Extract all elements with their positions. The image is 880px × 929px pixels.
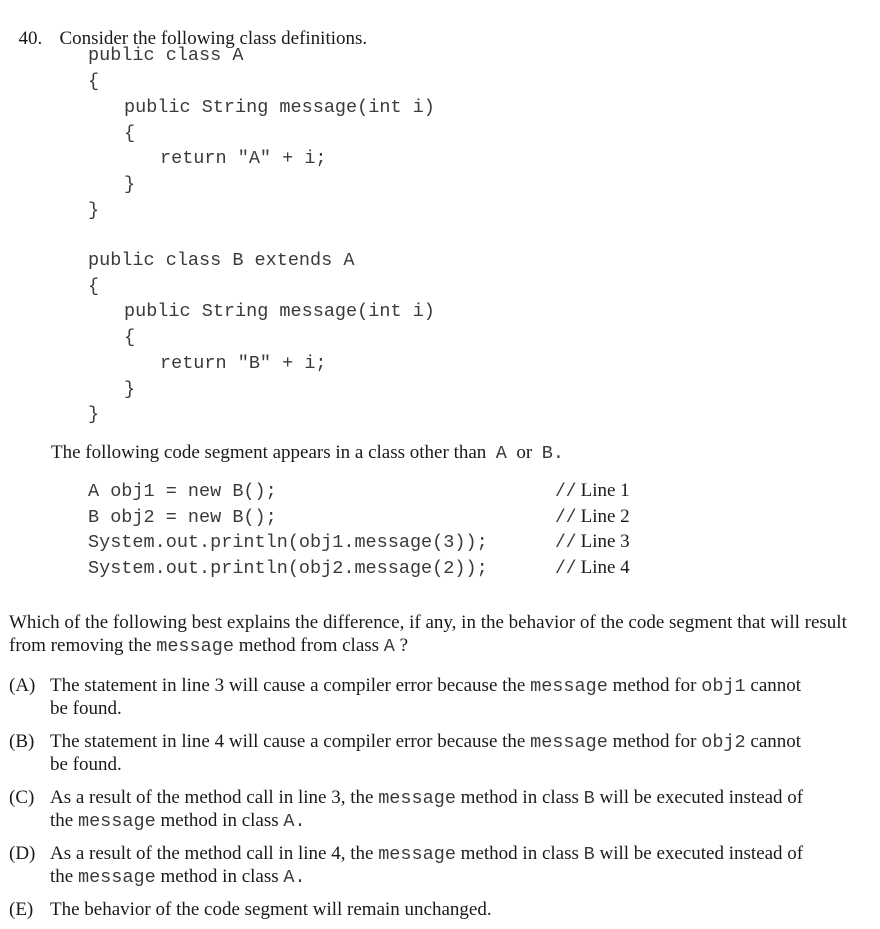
stem-text: from removing the xyxy=(9,635,152,656)
choice-text: The behavior of the code segment will remain unchanged. xyxy=(50,899,492,920)
class-name-b: B. xyxy=(541,443,564,464)
code-line: } xyxy=(88,404,100,425)
choice-text: The statement in line 4 will cause a compiler error because the message method for obj2 cannot be found. xyxy=(50,731,802,775)
code-line: { xyxy=(88,71,100,92)
code-line: } xyxy=(124,174,136,195)
question-prompt: Consider the following class definitions. xyxy=(59,28,368,49)
choice-text: The statement in line 3 will cause a compiler error because the message method for obj1 cannot be found. xyxy=(50,675,802,719)
choice-letter: (E) xyxy=(9,899,34,920)
comment-slashes: // xyxy=(555,559,577,579)
code-line: return "A" + i; xyxy=(160,148,327,169)
line-comment xyxy=(555,506,630,528)
choice-letter: (A) xyxy=(9,675,36,696)
question-stem xyxy=(9,611,869,658)
segment-code-line: B obj2 = new B(); xyxy=(88,507,277,528)
line-comment xyxy=(555,480,630,502)
question-number: 40. xyxy=(18,28,43,49)
choice-c[interactable] xyxy=(9,787,869,833)
choice-letter: (D) xyxy=(9,843,36,864)
segment-code-line: System.out.println(obj2.message(2)); xyxy=(88,558,488,579)
segment-code-line: System.out.println(obj1.message(3)); xyxy=(88,532,488,553)
segment-intro xyxy=(51,442,564,464)
code-line: public String message(int i) xyxy=(124,301,435,322)
choice-letter: (C) xyxy=(9,787,35,808)
comment-slashes: // xyxy=(555,482,577,502)
comment-text: Line 3 xyxy=(580,531,630,552)
question-header xyxy=(9,6,367,50)
line-comment xyxy=(555,531,630,553)
code-line: } xyxy=(88,200,100,221)
choice-text: As a result of the method call in line 4, the message method in class B will be executed instead of the message method in class A. xyxy=(50,843,804,888)
code-line: { xyxy=(124,123,136,144)
code-line: public class A xyxy=(88,45,244,66)
stem-text: method from class xyxy=(238,635,380,656)
segment-code-line: A obj1 = new B(); xyxy=(88,481,277,502)
code-line: public String message(int i) xyxy=(124,97,435,118)
stem-text: ? xyxy=(399,635,409,656)
comment-slashes: // xyxy=(555,508,577,528)
code-line: } xyxy=(124,379,136,400)
code-line: return "B" + i; xyxy=(160,353,327,374)
choice-d[interactable] xyxy=(9,843,869,889)
choice-letter: (B) xyxy=(9,731,35,752)
code-line: { xyxy=(88,276,100,297)
comment-slashes: // xyxy=(555,533,577,553)
code-line: { xyxy=(124,327,136,348)
comment-text: Line 2 xyxy=(580,506,630,527)
stem-method-name: message xyxy=(156,636,234,657)
line-comment xyxy=(555,557,630,579)
comment-text: Line 4 xyxy=(580,557,630,578)
intro-or: or xyxy=(516,442,533,463)
choice-b[interactable] xyxy=(9,731,869,777)
class-name-a: A xyxy=(495,443,507,464)
stem-class-name: A xyxy=(383,636,395,657)
intro-text: The following code segment appears in a class other than xyxy=(51,442,487,463)
code-line: public class B extends A xyxy=(88,250,355,271)
stem-line-1: Which of the following best explains the difference, if any, in the behavior of the code segment that will result xyxy=(9,612,847,633)
stem-line-2 xyxy=(9,634,869,658)
comment-text: Line 1 xyxy=(580,480,630,501)
choice-e[interactable] xyxy=(9,899,869,923)
choice-text: As a result of the method call in line 3, the message method in class B will be executed instead of the message method in class A. xyxy=(50,787,804,832)
choice-a[interactable] xyxy=(9,675,869,721)
